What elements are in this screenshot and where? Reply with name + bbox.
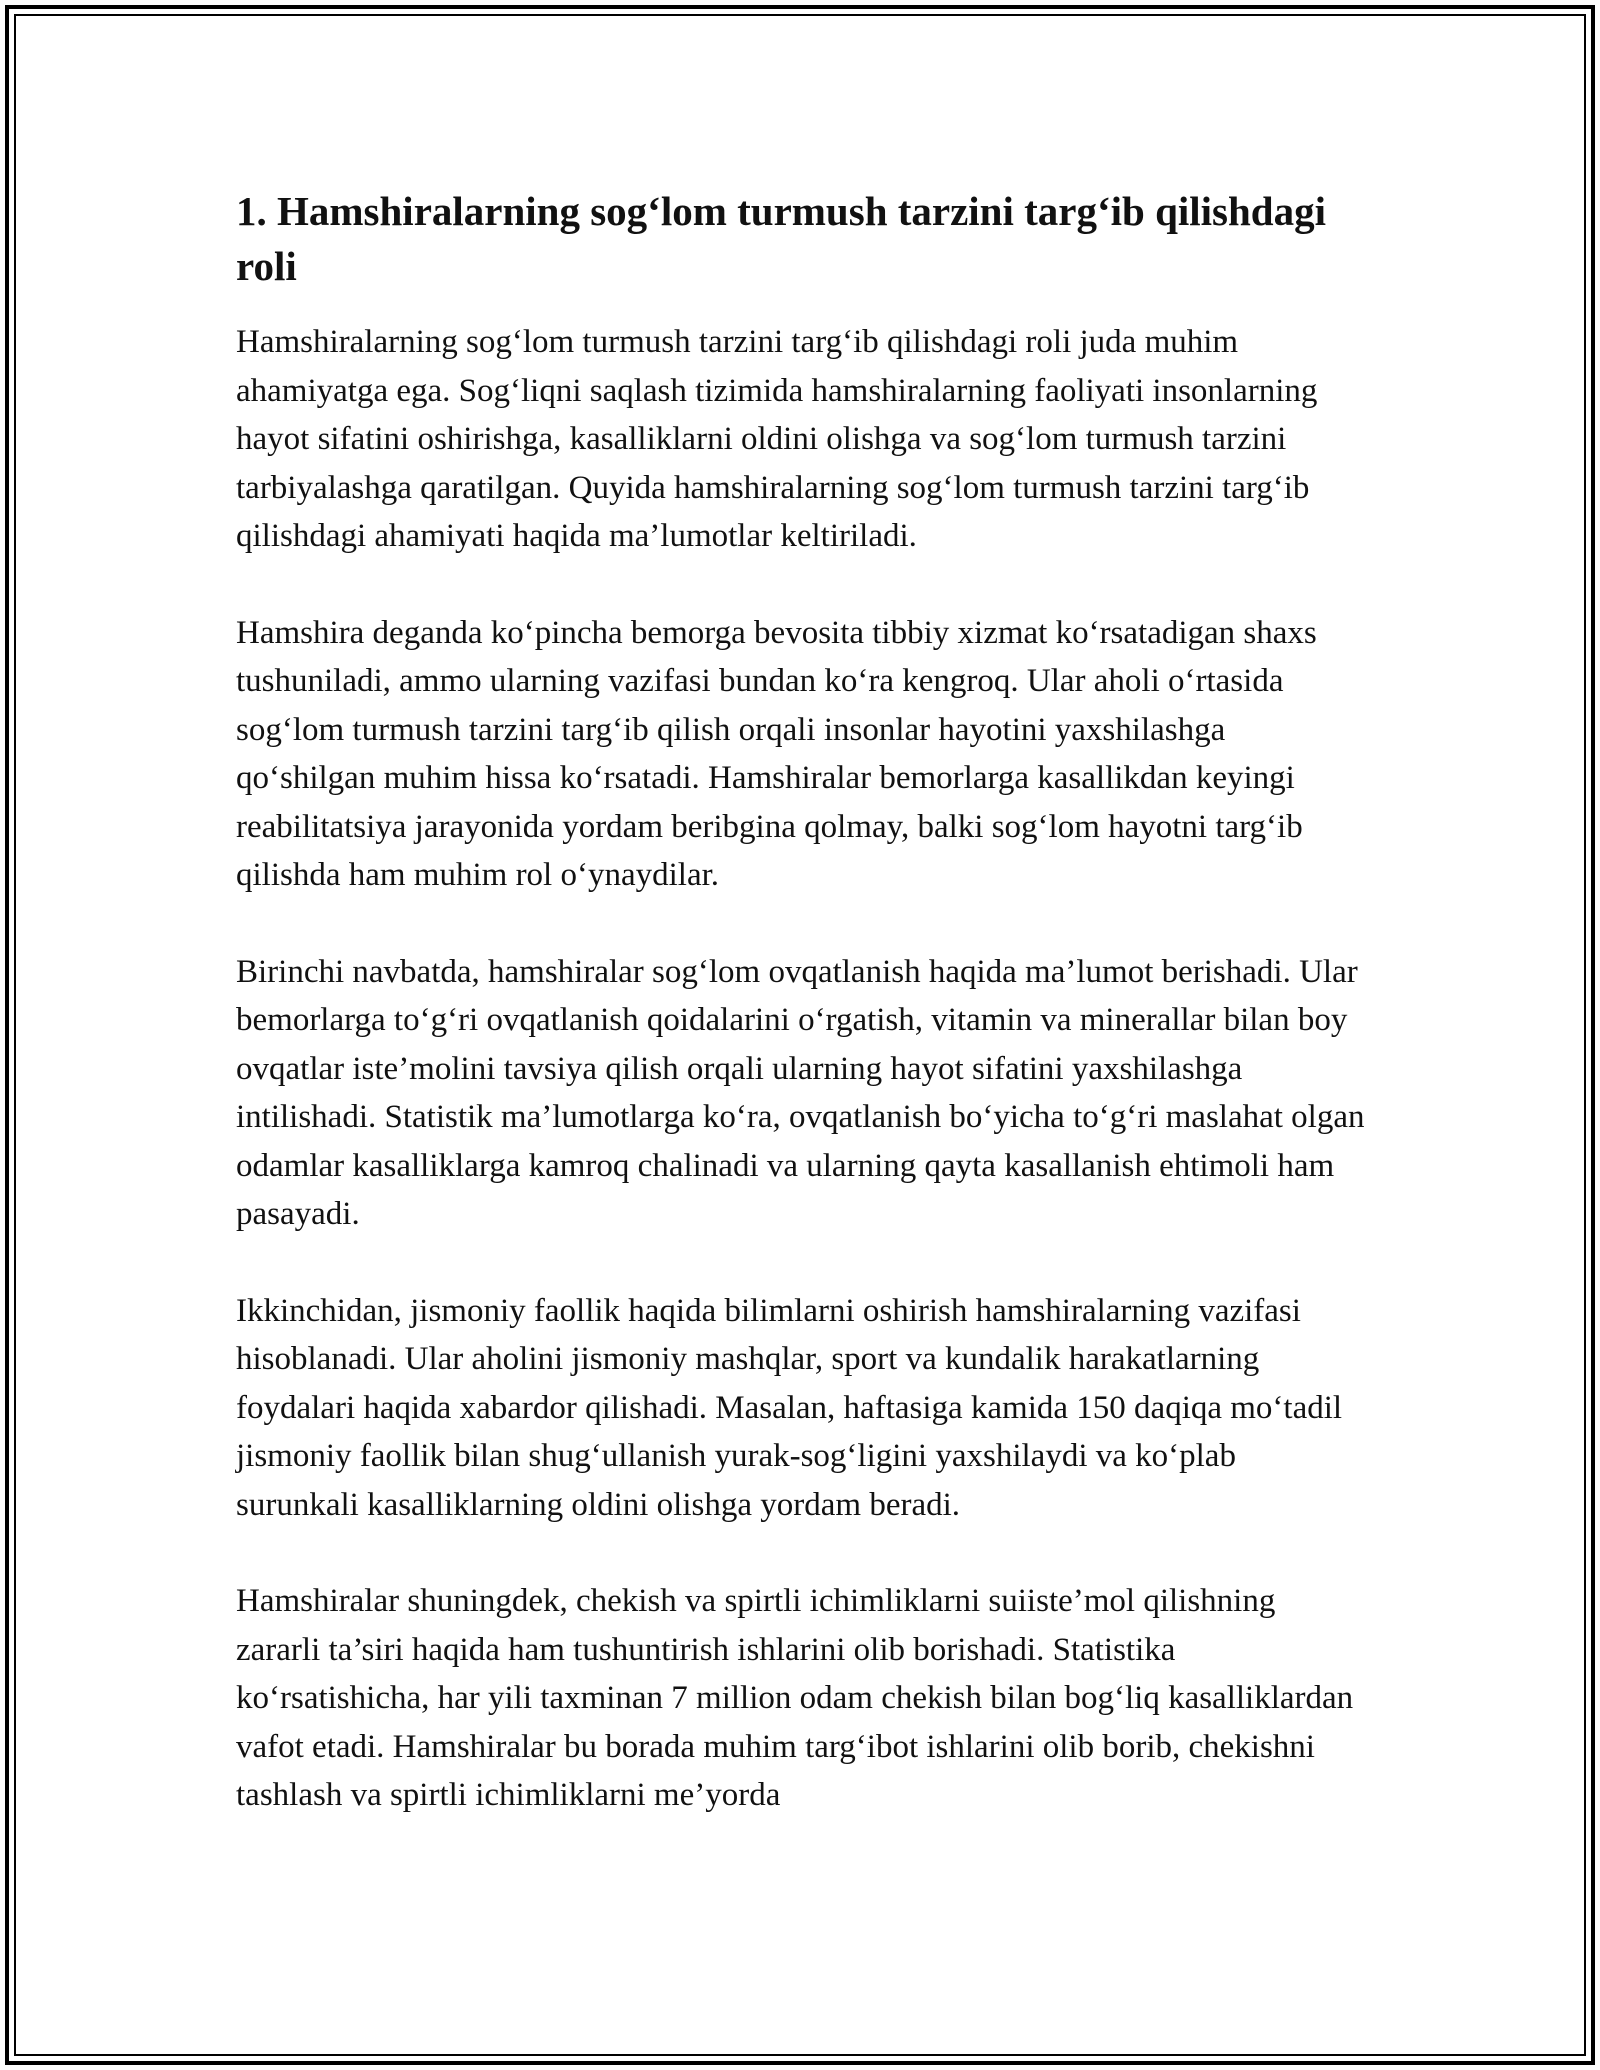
paragraph: Hamshiralarning sog‘lom turmush tarzini targ‘ib qilishdagi roli juda muhim ahamiyatga ega. Sog‘liqni saqlash tizimida hamshiralarning faoliyati insonlarning hayot sifatini oshirishga, kasalliklarni oldini olishga va sog‘lom turmush tarzini tarbiyalashga qaratilgan. Quyida hamshiralarning sog‘lom turmush tarzini targ‘ib qilishdagi ahamiyati haqida ma’lumotlar keltiriladi. — [236, 324, 1318, 554]
paragraph: Birinchi navbatda, hamshiralar sog‘lom ovqatlanish haqida ma’lumot berishadi. Ular bemorlarga to‘g‘ri ovqatlanish qoidalarini o‘rgatish, vitamin va minerallar bilan boy ovqatlar iste’molini tavsiya qilish orqali ularning hayot sifatini yaxshilashga intilishadi. Statistik ma’lumotlarga ko‘ra, ovqatlanish bo‘yicha to‘g‘ri maslahat olgan odamlar kasalliklarga kamroq chalinadi va ularning qayta kasallanish ehtimoli ham pasayadi. — [236, 953, 1365, 1232]
paragraph: Hamshiralar shuningdek, chekish va spirtli ichimliklarni suiiste’mol qilishning zararli ta’siri haqida ham tushuntirish ishlarini olib borishadi. Statistika ko‘rsatishicha, har yili taxminan 7 million odam chekish bilan bog‘liq kasalliklardan vafot etadi. Hamshiralar bu borada muhim targ‘ibot ishlarini olib borib, chekishni tashlash va spirtli ichimliklarni me’yorda — [236, 1583, 1354, 1813]
section-title: 1. Hamshiralarning sog‘lom turmush tarzini targ‘ib qilishdagi roli — [236, 188, 1327, 289]
document-body — [236, 184, 1366, 1820]
paragraph: Ikkinchidan, jismoniy faollik haqida bilimlarni oshirish hamshiralarning vazifasi hisoblanadi. Ular aholini jismoniy mashqlar, sport va kundalik harakatlarning foydalari haqida xabardor qilishadi. Masalan, haftasiga kamida 150 daqiqa mo‘tadil jismoniy faollik bilan shug‘ullanish yurak-sog‘ligini yaxshilaydi va ko‘plab surunkali kasalliklarning oldini olishga yordam beradi. — [236, 1292, 1343, 1523]
paragraph: Hamshira deganda ko‘pincha bemorga bevosita tibbiy xizmat ko‘rsatadigan shaxs tushuniladi, ammo ularning vazifasi bundan ko‘ra kengroq. Ular aholi o‘rtasida sog‘lom turmush tarzini targ‘ib qilish orqali insonlar hayotini yaxshilashga qo‘shilgan muhim hissa ko‘rsatadi. Hamshiralar bemorlarga kasallikdan keyingi reabilitatsiya jarayonida yordam beribgina qolmay, balki sog‘lom hayotni targ‘ib qilishda ham muhim rol o‘ynaydilar. — [236, 614, 1317, 893]
